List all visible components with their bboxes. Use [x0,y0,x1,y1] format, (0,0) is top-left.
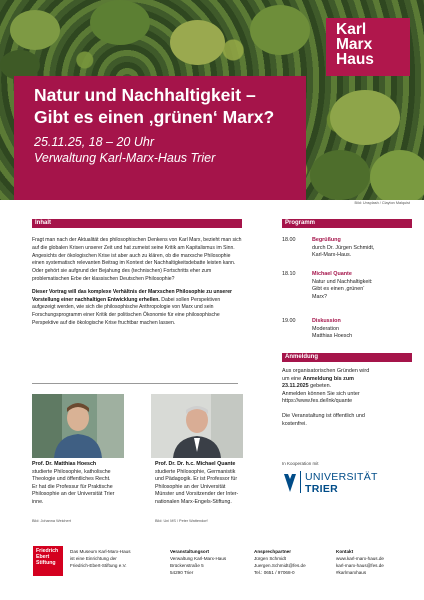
footer-contact-person [254,548,306,576]
speaker-photo-hoesch [32,394,124,458]
logo-line: Marx [336,36,373,53]
tree-canopy [250,5,310,55]
program-time: 18.10 [282,271,296,277]
program-title: Begrüßung [312,237,341,243]
registration-line [282,376,412,384]
program-time: 18.00 [282,237,296,243]
program-line: Matthias Hoesch [312,333,353,340]
title-line: Gibt es einen ‚grünen‘ Marx? [34,107,275,127]
footer-hashtag: #karlmarxhaus [336,570,367,575]
program-title: Diskussion [312,318,341,324]
cooperation-label: In Kooperation mit [282,461,319,466]
footer-line: Friedrich-Ebert-Stiftung e.V. [70,563,127,568]
anmeldung-label: Anmeldung [282,353,412,362]
uni-logo-divider [300,471,301,493]
speaker-bio-line: studierte Philosophie, Germanistik [155,468,236,475]
tree-canopy [170,20,225,65]
program-time: 19.00 [282,318,296,324]
inhalt-paragraph-rest: Dabei sollen Perspektiven aufgezeigt werden, wie sich die philosophische Anthropologie von Marx und sein Forschungsprogramm einer Kritik der politischen Ökonomie für eine philosophische Perspektive auf die ökologische Krise fruchtbar machen lassen. [32,296,221,326]
speaker-bio-line: Münster und Vorsitzender der Inter- [155,491,239,498]
registration-deadline: 23.11.2025 [282,383,309,390]
speaker-bio-line: Philosophie an der Universität Trier [32,491,115,498]
fes-logo-line: Stiftung [36,560,56,566]
fes-logo [33,546,63,576]
logo-line: Karl [336,21,367,38]
registration-note: kostenfrei. [282,420,307,427]
footer-line: Jürgen Schmidt [254,556,286,561]
inhalt-paragraph: Fragt man nach der Aktualität des philosophischen Denkens von Karl Marx, bezieht man sich auf die globalen Krisen unserer Zeit und hat zumeist seine Kritik am Kapitalismus im Sinn. Angesichts der ökologischen Krise ist aber auch zu klären, ob die marxsche Philosophie einen systematisch relevanten Beitrag im Kontext der Nachhaltigkeitsdebatte leisten kann. Oder gehört sie aufgrund der Bejahung des (technischen) Fortschritts eher zum problematischen Erbe der klassischen Deutschen Philosophie? [32,237,242,282]
registration-text-part: gebeten. [308,383,332,390]
program-line: Gibt es einen ‚grünen‘ [312,286,365,293]
footer-heading: Ansprechpartner [254,549,292,554]
fes-logo-line: Ebert [36,554,50,560]
speaker-bio-line: und Pädagogik. Er ist Professor für [155,476,238,483]
inhalt-emphasis: Dieser Vortrag will das komplexe Verhältnis der Marxschen Philosophie zu unserer Vorstellung einer nachhaltigen Entwicklung erhellen. [32,288,233,303]
photo-credit: Bild: Johanna Weichert [32,519,71,523]
speaker-photo-quante [151,394,243,458]
footer-venue [170,548,226,576]
logo-line: Haus [336,51,374,68]
section-divider [32,383,238,384]
footer-contact [336,548,384,576]
fes-logo-line: Friedrich [36,548,59,554]
footer-line: 54290 Trier [170,570,194,575]
event-title [34,84,306,128]
tree-canopy [310,150,370,200]
speaker-bio-quante [155,461,275,507]
speaker-bio-line: Philosophie an der Universität [155,483,226,490]
tree-canopy [90,0,150,45]
program-line: Natur und Nachhaltigkeit: [312,278,373,285]
footer-website-link[interactable]: www.karl-marx-haus.de [336,556,384,561]
registration-link[interactable]: https://www.fes.de/lnk/quante [282,398,353,405]
registration-line: Aus organisatorischen Gründen wird [282,368,370,374]
inhalt-text [32,237,242,328]
footer-line: ist eine Einrichtung der [70,556,117,561]
speaker-bio-hoesch [32,461,140,507]
footer-heading: Veranstaltungsort [170,549,210,554]
speaker-bio-line: studierte Philosophie, katholische [32,468,111,475]
uni-logo-text: TRIER [305,483,338,495]
registration-note: Die Veranstaltung ist öffentlich und [282,412,365,419]
speaker-bio-line: Er hat die Professur für Praktische [32,483,113,490]
registration-line [282,383,412,391]
registration-text [282,368,412,428]
program-line: Karl-Marx-Haus. [312,252,352,259]
footer-line: Verwaltung Karl-Marx-Haus [170,556,227,561]
tree-canopy [370,150,424,200]
footer-email[interactable]: Juergen.Schmidt@fes.de [254,563,306,568]
speaker-name: Prof. Dr. Dr. h.c. Michael Quante [155,461,236,467]
photo-credit: Bild: Uni MS / Peter Wattendorf [155,519,208,523]
inhalt-paragraph [32,289,242,328]
event-date: 25.11.25, 18 – 20 Uhr [34,135,154,149]
footer-line: Brückenstraße 5 [170,563,204,568]
tree-canopy [10,10,60,50]
event-venue: Verwaltung Karl-Marx-Haus Trier [34,151,216,165]
speaker-name: Prof. Dr. Matthias Hoesch [32,461,97,467]
tree-canopy [330,90,400,145]
title-line: Natur und Nachhaltigkeit – [34,85,256,105]
karl-marx-haus-logo [326,18,410,76]
hero-photo-credit: Bild: Unsplash / Clayton Malquist [354,201,410,205]
inhalt-label: Inhalt [32,219,242,228]
footer-line: Das Museum Karl-Marx-Haus [70,549,131,554]
footer-about [70,548,131,569]
event-title-box [14,76,306,200]
footer-email[interactable]: karl-marx-haus@fes.de [336,563,384,568]
speaker-bio-line: Theologie und öffentliches Recht. [32,476,111,483]
program-title: Michael Quante [312,271,352,277]
program-line: Marx? [312,293,327,300]
footer-phone: Tel.: 0651 / 97068-0 [254,570,295,575]
program-line: Moderation [312,325,339,332]
programm-label: Programm [282,219,412,228]
footer-heading: Kontakt [336,549,354,554]
event-details [34,134,306,166]
speaker-bio-line: inne. [32,498,44,505]
uni-logo-text: UNIVERSITÄT [305,471,378,483]
registration-emphasis: Anmeldung bis zum [302,375,354,382]
speaker-bio-line: nationalen Marx-Engels-Stiftung. [155,498,232,505]
registration-line: Anmelden können Sie sich unter [282,390,360,397]
program-line: durch Dr. Jürgen Schmidt, [312,244,375,251]
registration-text-part: um eine [282,375,303,382]
